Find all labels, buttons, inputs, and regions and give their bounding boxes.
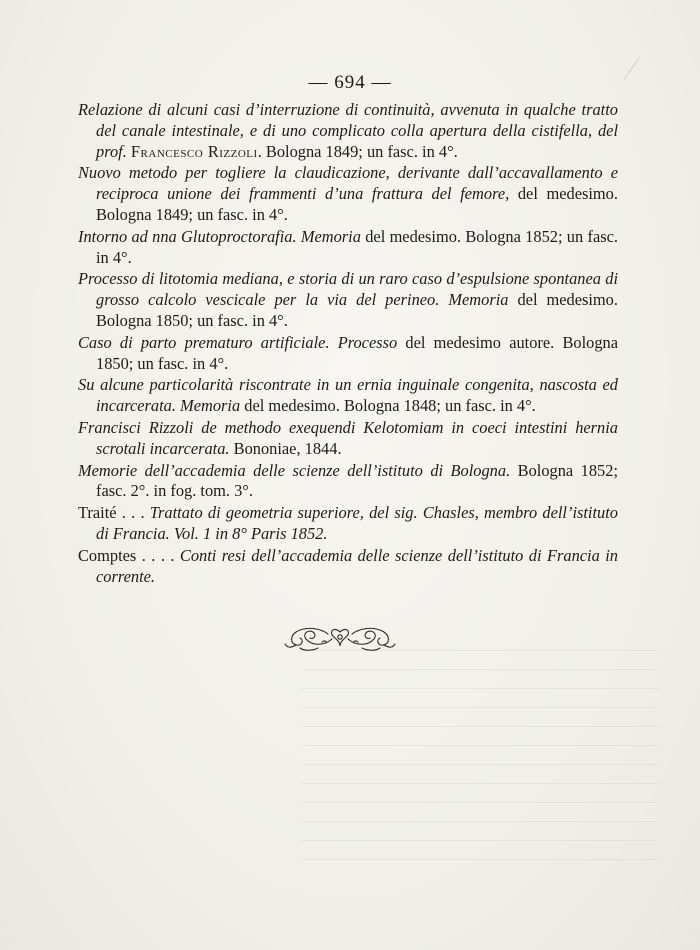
entry-title: Caso di parto prematuro artificiale. Processo: [78, 332, 398, 352]
entry-lead: Comptes . . . .: [78, 545, 180, 565]
entry-details: Bologna 1852; fasc. 2°. in fog. tom. 3°.: [96, 460, 619, 501]
bibliography-entry: [78, 333, 618, 375]
bibliography-entry: [78, 418, 618, 460]
entry-details: del medesimo. Bologna 1848; un fasc. in 4°.: [240, 396, 536, 416]
entry-details: del medesimo. Bologna 1852; un fasc. in 4°.: [96, 226, 618, 267]
bibliography-entry: [78, 269, 618, 331]
bleed-through-text: [300, 650, 660, 870]
bibliography-entry: [78, 375, 618, 417]
entry-author: Francesco Rizzoli: [130, 141, 258, 161]
entry-details: del medesimo. Bologna 1850; un fasc. in 4°.: [96, 290, 618, 330]
entry-details: del medesimo autore. Bologna 1850; un fasc. in 4°.: [96, 332, 618, 373]
entry-title: Nuovo metodo per togliere la claudicazione, derivante dall’accavallamento e reciproca unione dei frammenti d’una frattura del femore,: [78, 163, 618, 204]
entry-lead: Traité . . .: [78, 503, 150, 523]
entry-title: Su alcune particolarità riscontrate in un ernia inguinale congenita, nascosta ed incarcerata. Memoria: [78, 375, 618, 416]
entry-details: del medesimo. Bologna 1849; un fasc. in 4°.: [96, 184, 618, 224]
scroll-ornament-icon: [282, 622, 398, 656]
entry-title: Francisci Rizzoli de methodo exequendi Kelotomiam in coeci intestini hernia scrotali incarcerata.: [78, 417, 618, 458]
bibliography-entry: [78, 227, 618, 269]
bibliography-entry: [78, 163, 618, 225]
entry-title: Intorno ad nna Glutoproctorafia. Memoria: [78, 226, 361, 246]
bibliography-entry: [78, 503, 618, 545]
bibliography-entry: [78, 100, 618, 162]
entry-title: Trattato di geometria superiore, del sig. Chasles, membro dell’istituto di Francia. Vol. 1 in 8° Paris 1852.: [96, 503, 618, 543]
entry-title: Processo di litotomia mediana, e storia di un raro caso d’espulsione spontanea di grosso calcolo vescicale per la via del perineo. Memoria: [78, 269, 618, 310]
entry-title: Conti resi dell’accademia delle scienze dell’istituto di Francia in corrente.: [96, 545, 618, 586]
bibliography-list: [78, 100, 618, 588]
entry-details: Bononiae, 1844.: [229, 438, 342, 458]
page-number: — 694 —: [308, 72, 392, 93]
entry-title: Relazione di alcuni casi d’interruzione di continuità, avvenuta in qualche tratto del canale intestinale, e di uno complicato colla apertura della cistifella, del prof.: [78, 100, 618, 161]
bibliography-entry: [78, 461, 618, 503]
entry-title: Memorie dell’accademia delle scienze dell’istituto di Bologna.: [78, 460, 511, 480]
bibliography-entry: [78, 546, 618, 588]
entry-details: . Bologna 1849; un fasc. in 4°.: [257, 141, 458, 161]
